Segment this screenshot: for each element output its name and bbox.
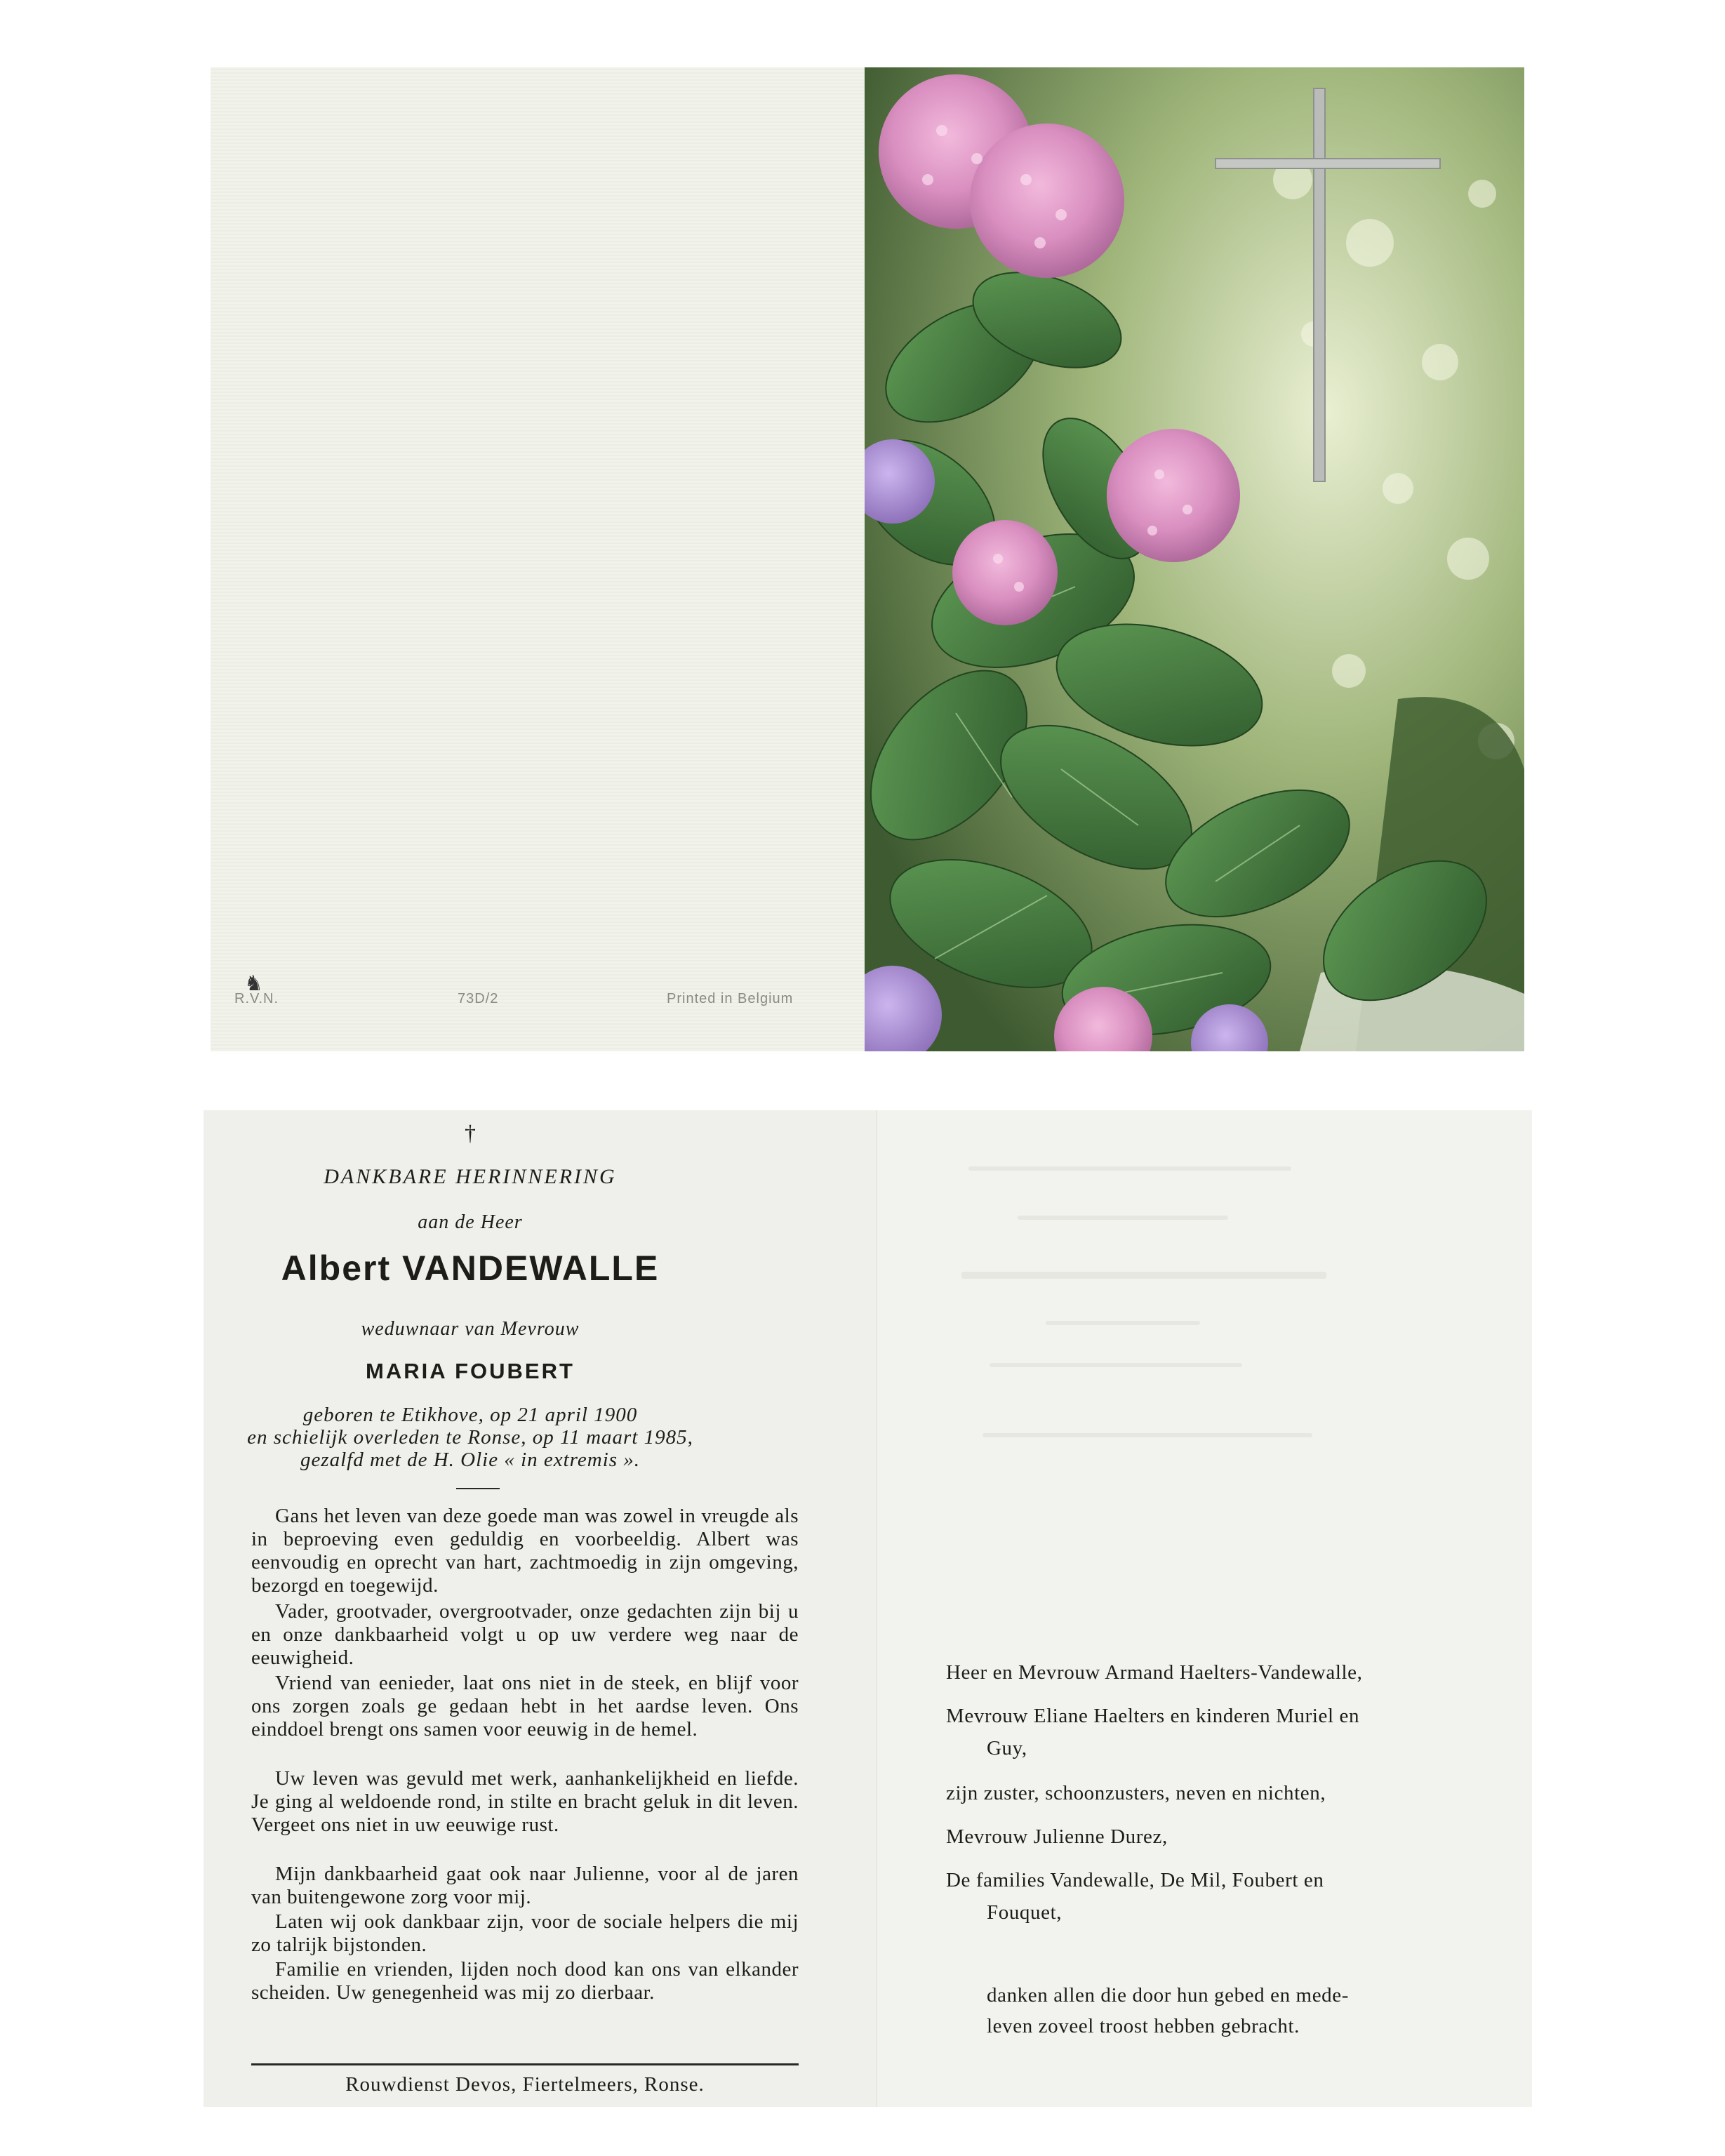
publisher-logo-icon: ♞ [244, 971, 263, 996]
show-through-mark [983, 1433, 1312, 1437]
paragraph-5: Mijn dankbaarheid gaat ook naar Julienne, voor al de jaren van buitengewone zorg voor mij. [251, 1863, 799, 1908]
spouse-name: MARIA FOUBERT [366, 1359, 575, 1383]
paragraph-1: Gans het leven van deze goede man was zowel in vreugde als in beproeving even geduldig en voorbeeldig. Albert was eenvoudig en oprecht van hart, zachtmoedig in zijn omgeving, bezorgd en toegewijd. [251, 1505, 799, 1597]
thanks-line-3: zijn zuster, schoonzusters, neven en nichten, [946, 1782, 1326, 1804]
thanks-panel [877, 1110, 1532, 2107]
thanks-line-2a: Mevrouw Eliane Haelters en kinderen Muriel en [946, 1705, 1360, 1727]
funeral-home: Rouwdienst Devos, Fiertelmeers, Ronse. [345, 2073, 705, 2096]
paragraph-6: Laten wij ook dankbaar zijn, voor de sociale helpers die mij zo talrijk bijstonden. [251, 1910, 799, 1956]
hydrangea-photo [865, 67, 1524, 1051]
footer-rule [251, 2063, 799, 2065]
thanks-line-5a: De families Vandewalle, De Mil, Foubert en [946, 1869, 1324, 1891]
thanks-line-2b: Guy, [987, 1737, 1027, 1759]
show-through-mark [968, 1166, 1291, 1171]
thanks-line-6a: danken allen die door hun gebed en mede- [987, 1984, 1350, 2007]
card-cover [211, 67, 1524, 1051]
thanks-line-6b: leven zoveel troost hebben gebracht. [987, 2015, 1300, 2037]
paragraph-3: Vriend van eenieder, laat ons niet in de steek, en blijf voor ons zorgen zoals ge gedaan hebt in het aardse leven. Ons einddoel brengt ons samen voor eeuwig in de hemel. [251, 1672, 799, 1741]
cross-icon: † [465, 1120, 476, 1145]
hydrangea-photo-illustration [865, 67, 1524, 1051]
show-through-mark [1018, 1216, 1228, 1220]
death-line: en schielijk overleden te Ronse, op 11 maart 1985, [247, 1426, 693, 1449]
anointed-line: gezalfd met de H. Olie « in extremis ». [300, 1449, 641, 1471]
birth-line: geboren te Etikhove, op 21 april 1900 [302, 1404, 638, 1426]
memorial-text-panel [204, 1110, 877, 2107]
print-code: 73D/2 [458, 991, 499, 1006]
deceased-name: Albert VANDEWALLE [281, 1249, 660, 1288]
addressee-intro: aan de Heer [418, 1211, 523, 1233]
card-inside [204, 1110, 1532, 2107]
printed-in-label: Printed in Belgium [667, 991, 794, 1006]
show-through-mark [990, 1363, 1242, 1367]
show-through-mark [1046, 1321, 1200, 1325]
thanks-line-4: Mevrouw Julienne Durez, [946, 1825, 1168, 1848]
heading: DANKBARE HERINNERING [324, 1165, 617, 1188]
cover-blank-panel [211, 67, 874, 1051]
paragraph-4: Uw leven was gevuld met werk, aanhankelijkheid en liefde. Je ging al weldoende rond, in stilte en bracht geluk in dit leven. Vergeet ons niet in uw eeuwige rust. [251, 1767, 799, 1836]
show-through-mark [961, 1272, 1326, 1279]
paragraph-7: Familie en vrienden, lijden noch dood kan ons van elkander scheiden. Uw genegenheid was mij zo dierbaar. [251, 1958, 799, 2004]
publisher-mark: R.V.N. [234, 991, 279, 1006]
paragraph-2: Vader, grootvader, overgrootvader, onze gedachten zijn bij u en onze dankbaarheid volgt u op uw verdere weg naar de eeuwigheid. [251, 1600, 799, 1669]
widower-of: weduwnaar van Mevrouw [361, 1318, 580, 1340]
divider [456, 1488, 500, 1489]
thanks-line-5b: Fouquet, [987, 1901, 1063, 1924]
thanks-line-1: Heer en Mevrouw Armand Haelters-Vandewalle, [946, 1661, 1363, 1684]
